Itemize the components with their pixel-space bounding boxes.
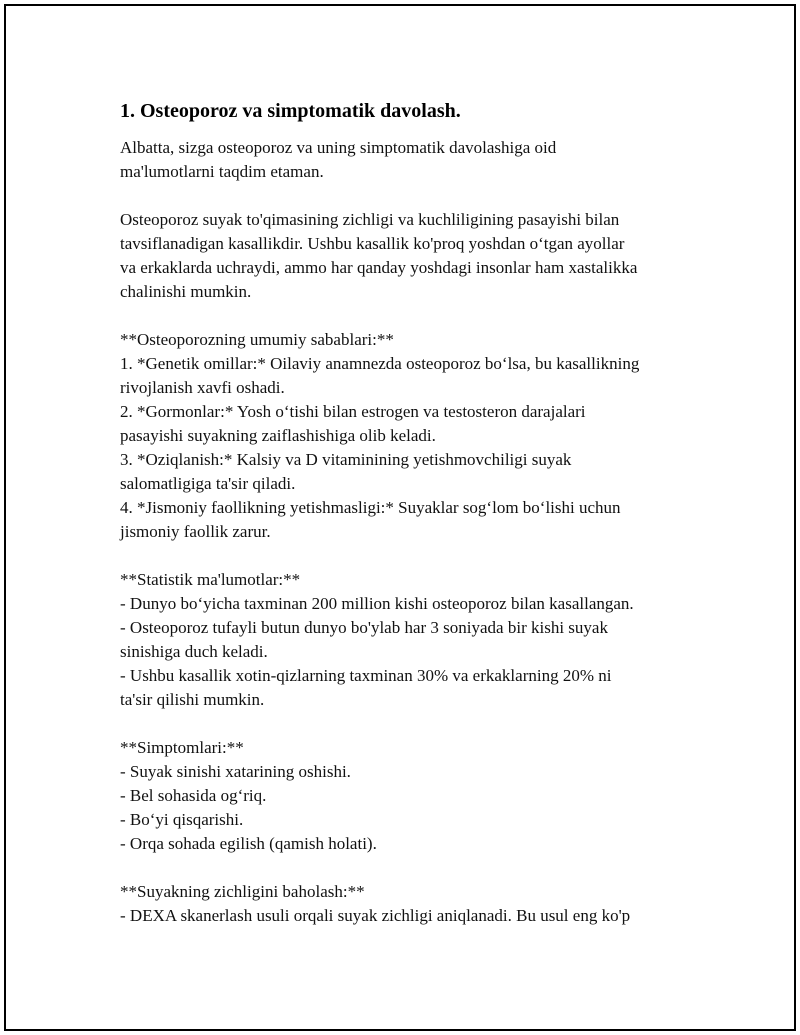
- symptoms-section: **Simptomlari:** - Suyak sinishi xatarining oshishi. - Bel sohasida og‘riq. - Bo‘yi qisqarishi. - Orqa sohada egilish (qamish holati).: [120, 738, 377, 853]
- paragraph-spacer: [120, 544, 700, 568]
- paragraph-spacer: [120, 304, 700, 328]
- document-body: [120, 98, 700, 928]
- page-border: [4, 4, 796, 1031]
- paragraph-spacer: [120, 184, 700, 208]
- statistics-section: **Statistik ma'lumotlar:** - Dunyo bo‘yicha taxminan 200 million kishi osteoporoz bilan kasallangan. - Osteoporoz tufayli butun dunyo bo'ylab har 3 soniyada bir kishi suyak sinishiga duch keladi. - Ushbu kasallik xotin-qizlarning taxminan 30% va erkaklarning 20% ni ta'sir qilishi mumkin.: [120, 570, 634, 709]
- causes-section: **Osteoporozning umumiy sabablari:** 1. *Genetik omillar:* Oilaviy anamnezda osteoporoz bo‘lsa, bu kasallikning rivojlanish xavfi oshadi. 2. *Gormonlar:* Yosh o‘tishi bilan estrogen va testosteron darajalari pasayishi suyakning zaiflashishiga olib keladi. 3. *Oziqlanish:* Kalsiy va D vitaminining yetishmovchiligi suyak salomatligiga ta'sir qiladi. 4. *Jismoniy faollikning yetishmasligi:* Suyaklar sog‘lom bo‘lishi uchun jismoniy faollik zarur.: [120, 330, 640, 541]
- paragraph-spacer: [120, 712, 700, 736]
- intro-paragraph: Albatta, sizga osteoporoz va uning simptomatik davolashiga oid ma'lumotlarni taqdim etaman.: [120, 138, 557, 181]
- definition-paragraph: Osteoporoz suyak to'qimasining zichligi va kuchliligining pasayishi bilan tavsiflanadigan kasallikdir. Ushbu kasallik ko'proq yoshdan o‘tgan ayollar va erkaklarda uchraydi, ammo har qanday yoshdagi insonlar ham xastalikka chalinishi mumkin.: [120, 210, 638, 301]
- document-title: 1. Osteoporoz va simptomatik davolash.: [120, 100, 461, 122]
- paragraph-spacer: [120, 856, 700, 880]
- density-assessment-section: **Suyakning zichligini baholash:** - DEXA skanerlash usuli orqali suyak zichligi aniqlanadi. Bu usul eng ko'p: [120, 882, 631, 925]
